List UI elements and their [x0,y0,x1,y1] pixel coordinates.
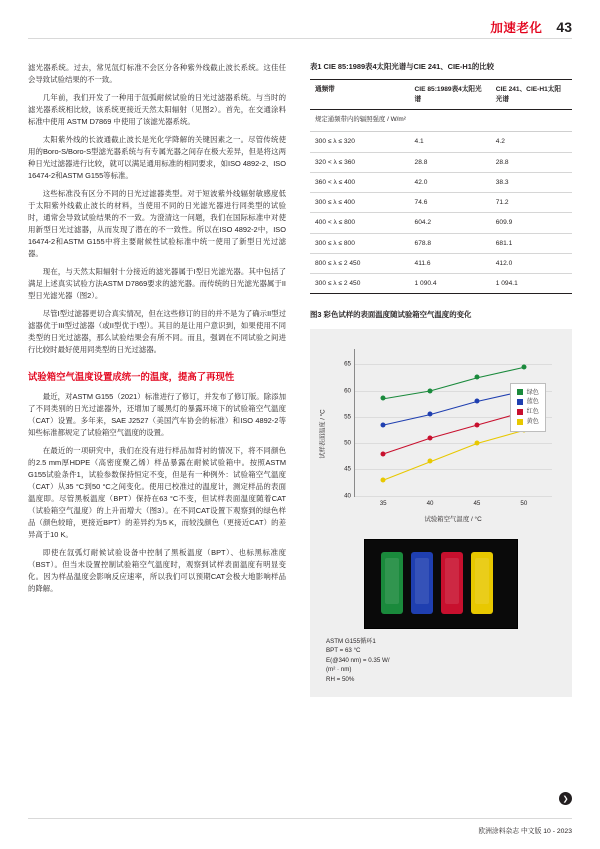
table-subheader-row [310,110,572,132]
photo-caption-line: BPT = 63 °C [326,647,361,655]
cell-band: 360 < λ ≤ 400 [310,172,410,192]
legend-label: 红色 [526,408,539,416]
legend-item [517,388,539,398]
legend-swatch [517,409,523,415]
left-column [28,62,286,601]
table-row [310,273,572,293]
y-tick-label: 65 [344,360,351,368]
header-title: 加速老化 [490,21,543,35]
data-point [428,459,433,464]
data-point [381,477,386,482]
figure-caption: 图3 彩色试样的表面温度随试验箱空气温度的变化 [310,310,472,320]
table-header-row [310,80,572,110]
grid-line [355,496,552,497]
cie-comparison-table [310,79,572,294]
sample-photo [364,539,518,629]
sample-panel [471,552,493,614]
photo-caption-line: (m² · nm) [326,666,352,674]
sample-panel [441,552,463,614]
sample-panel-highlight [445,558,459,604]
cell-band: 400 < λ ≤ 800 [310,213,410,233]
legend-item [517,407,539,417]
chart-container [320,339,562,529]
cell-cie241: 1 094.1 [491,273,572,293]
cell-cie85: 604.2 [410,213,491,233]
cell-cie241: 28.8 [491,152,572,172]
data-point [474,399,479,404]
footer-divider [28,818,572,819]
data-point [428,412,433,417]
table-row [310,233,572,253]
paragraph: 即使在氙弧灯耐候试验设备中控制了黑板温度（BPT）、也标黑标准度（BST）。但当未设置控制试验箱空气温度时，观察到试样表面温度有明显变化。因为样品温度会影响反应速率，所以我们可以预期CAT会极大地影响样品的降解。 [28,548,286,594]
cell-cie241: 71.2 [491,193,572,213]
cell-cie85: 4.1 [410,132,491,152]
paragraph: 几年前，我们开发了一种用于氙弧耐候试验的日光过滤器系统。与当时的滤光器系统相比较，该系统更接近天然太阳辐射（见图2）。首先，在交通涂料标准中使用 ASTM D7869 中使用了该滤光器系统。 [28,92,286,126]
y-tick-label: 50 [344,439,351,447]
photo-caption-line: ASTM G155循环1 [326,637,376,645]
x-axis-title: 试验箱空气温度 / °C [424,515,482,523]
legend-label: 黄色 [526,418,539,426]
cell-band: 300 ≤ λ ≤ 2 450 [310,273,410,293]
column-header-band: 通频带 [310,80,410,110]
paragraph: 这些标准没有区分不同的日光过滤器类型。对于短波紫外线辐射敏感度低于太阳紫外线截止波长的材料，当使用不同的日光滤光器进行同类型的试验时，通常会导致试验结果的不一致。为澄清这一问题，我们在国际标准中对使用新型日光过滤器，从而发现了潜在的不一致性。所以在ISO 4892-2中，ISO 16474-2和ASTM G155中将主要耐候性试验标准中统一使用了新型日光过滤器。 [28,188,286,258]
sample-panel-highlight [415,558,429,604]
y-tick-label: 40 [344,492,351,500]
y-tick-label: 55 [344,413,351,421]
x-tick-label: 40 [426,499,434,507]
paragraph: 在最近的一项研究中，我们在没有进行样品加背衬的情况下，将不同颜色的2.5 mm厚HDPE（高密度聚乙烯）样品暴露在耐候试验箱中。按照ASTM G155试验条件1，试验参数保持恒定不变，但是有一种例外：试验箱空气温度（CAT）从35 °C到50 °C之间变化。使用已校准过的温度计，测定样品的表面温度即。尽管黑板温度（BPT）保持在63 °C不变，但试样表面温度随着CAT（试验箱空气温度）的上升而增大（图3）。在不同CAT设置下观察到的绿色样品（颜色较暗，更接近BPT）的差异约为5 K，而较浅颜色（更接近CAT）的差异高于10 K。 [28,446,286,540]
sample-panel-highlight [385,558,399,604]
legend-item [517,397,539,407]
data-point [381,396,386,401]
legend-label: 蓝色 [526,398,539,406]
data-point [381,422,386,427]
paragraph: 现在，与天然太阳辐射十分接近的滤光器属于I型日光滤光器。其中包括了满足上述真实试验方法ASTM D7869要求的滤光器。而传统的日光滤光器属于II型日光滤光器（图2）。 [28,266,286,300]
sample-panel-highlight [475,558,489,604]
x-tick-label: 50 [520,499,528,507]
sample-photo-wrap [320,539,562,629]
data-point [381,451,386,456]
header-divider [28,38,572,39]
cell-cie241: 38.3 [491,172,572,192]
paragraph: 滤光器系统。过去，常见氙灯标准不会区分各种紫外线截止波长系统。这佳任会导致试验结果的不一致。 [28,63,286,84]
y-tick-label: 45 [344,465,351,473]
paragraph: 尽管I型过滤器更切合真实情况，但在这些修订的目的并不是为了确示II型过滤器优于III型过滤器（或II型优于I型）。其目的是让用户意识到，如果使用不同类型的日光过滤器，那么试验结果会有所不同。而且，强调在不同试验之间进行比较时最好使用同类型的日光过滤器。 [28,308,286,354]
chart-legend [510,383,546,433]
column-header-cie241: CIE 241、CIE-H1太阳光谱 [491,80,572,110]
photo-caption-line: E(@340 nm) = 0.35 W/ [326,656,390,664]
sample-panel [411,552,433,614]
cell-band: 300 ≤ λ ≤ 320 [310,132,410,152]
cell-cie241: 4.2 [491,132,572,152]
cell-cie241: 609.9 [491,213,572,233]
table-row [310,213,572,233]
right-column [310,62,572,697]
legend-swatch [517,399,523,405]
photo-caption [320,637,562,685]
page-number: 43 [556,19,572,35]
data-point [521,364,526,369]
photo-caption-line: RH = 50% [326,675,355,683]
cell-band: 800 ≤ λ ≤ 2 450 [310,253,410,273]
cell-band: 300 ≤ λ ≤ 800 [310,233,410,253]
page-header [490,18,572,36]
paragraph: 太阳紫外线的长波通截止波长是光化学降解的关键因素之一。尽管传统使用的Boro-S/Boro-S型滤光器系统与有专属光器之间存在极大差异，但是将这两种日光过滤器进行比较，就可以满足通用标准的相同要求，如ISO 4892-2、ISO 16474-2和ASTM G155等标准。 [28,134,286,180]
cell-band: 320 < λ ≤ 360 [310,152,410,172]
table-row [310,253,572,273]
paragraph: 最近，对ASTM G155（2021）标准进行了修订，并发布了修订版。除添加了不同类别的日光过滤器外，还增加了暖黑灯的暴露环境下的试验箱空气温度（CAT）设置。多年来，SAE J2527（美国汽车协会的标准）和ISO 4892-2等知些标准都规定了试验箱空气温度的设置。 [28,392,286,438]
cell-band: 300 ≤ λ ≤ 400 [310,193,410,213]
data-point [428,388,433,393]
x-tick-label: 35 [379,499,387,507]
legend-item [517,417,539,427]
sample-panel [381,552,403,614]
cell-cie85: 678.8 [410,233,491,253]
y-tick-label: 60 [344,387,351,395]
cell-cie85: 74.6 [410,193,491,213]
cell-cie85: 28.8 [410,152,491,172]
section-heading: 试验箱空气温度设置成统一的温度，提高了再现性 [28,370,235,382]
footer-text: 欧洲涂料杂志 中文版 10 - 2023 [478,828,572,835]
table-row [310,132,572,152]
figure-3 [310,329,572,697]
cell-cie241: 681.1 [491,233,572,253]
table-row [310,152,572,172]
data-point [474,441,479,446]
cell-cie85: 411.6 [410,253,491,273]
legend-label: 绿色 [526,388,539,396]
data-point [428,435,433,440]
table-row [310,193,572,213]
x-tick-label: 45 [473,499,481,507]
table-row [310,172,572,192]
data-point [474,422,479,427]
legend-swatch [517,419,523,425]
table-subheader: 规定通频带内的辐照强度 / W/m² [310,110,572,132]
next-page-arrow-icon[interactable]: ❯ [559,792,572,805]
data-point [474,375,479,380]
cell-cie85: 1 090.4 [410,273,491,293]
cell-cie85: 42.0 [410,172,491,192]
cell-cie241: 412.0 [491,253,572,273]
column-header-cie85: CIE 85:1989表4太阳光谱 [410,80,491,110]
y-axis-title: 试样表面温度 / °C [319,408,327,459]
legend-swatch [517,389,523,395]
table-caption: 表1 CIE 85:1989表4太阳光谱与CIE 241、CIE-H1的比较 [310,62,495,71]
